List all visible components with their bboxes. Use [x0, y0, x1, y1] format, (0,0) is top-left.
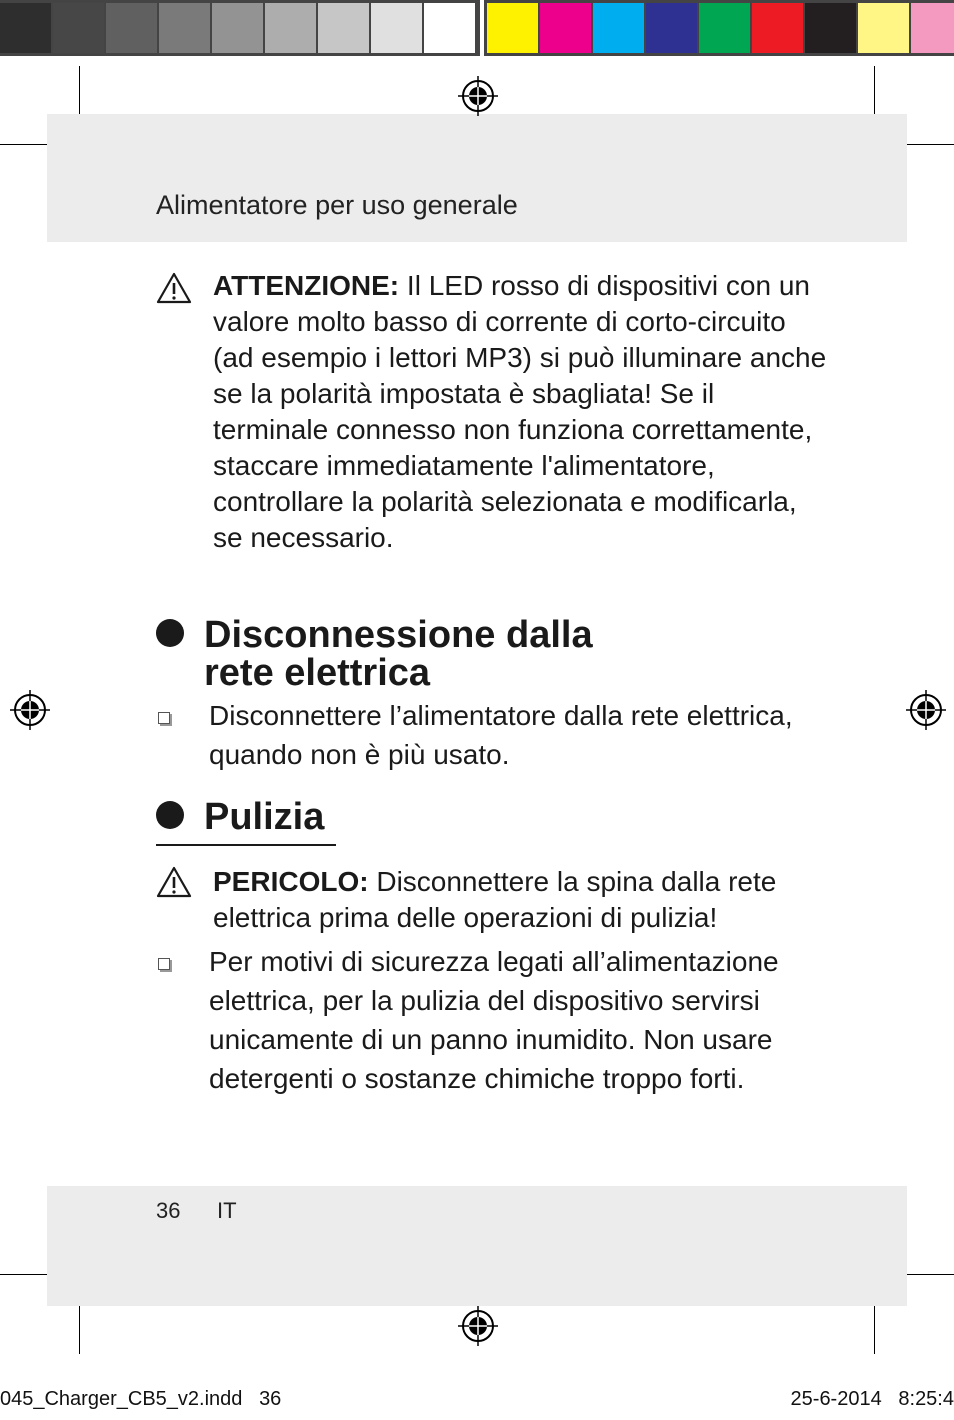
warning-triangle-icon — [156, 272, 192, 304]
registration-mark-icon — [906, 690, 946, 730]
gray-swatch — [0, 3, 53, 53]
language-code: IT — [217, 1198, 237, 1223]
heading-line: Pulizia — [204, 796, 325, 838]
color-swatch — [911, 3, 954, 53]
heading-line: Disconnessione dalla — [204, 614, 593, 656]
checkbox-bullet-icon — [158, 958, 170, 970]
gray-swatch — [318, 3, 371, 53]
heading-line: rete elettrica — [204, 652, 431, 694]
danger-paragraph — [213, 864, 813, 936]
color-swatch — [593, 3, 646, 53]
color-swatch — [752, 3, 805, 53]
bullet-text: Per motivi di sicurezza legati all’alimentazione elettrica, per la pulizia del dispositivo servirsi unicamente di un panno inumidito. Non usare detergenti o sostanze chimiche troppo forti. — [209, 946, 779, 1094]
page-header-title: Alimentatore per uso generale — [156, 190, 518, 220]
slug-datetime: 25-6-2014 8:25:4 — [790, 1388, 954, 1410]
color-swatch — [858, 3, 911, 53]
checkbox-bullet-icon — [158, 712, 170, 724]
heading-underline — [156, 844, 336, 846]
section-bullet-dot — [156, 801, 184, 829]
grayscale-calibration-bar — [0, 0, 480, 56]
gray-swatch — [212, 3, 265, 53]
crop-mark — [874, 1298, 875, 1354]
danger-label: PERICOLO: — [213, 866, 369, 897]
color-swatch — [540, 3, 593, 53]
color-swatch — [646, 3, 699, 53]
warning-label: ATTENZIONE: — [213, 270, 400, 301]
section-bullet-dot — [156, 619, 184, 647]
crop-mark — [79, 1298, 80, 1354]
gray-swatch — [106, 3, 159, 53]
page-number: 36 — [156, 1198, 181, 1223]
color-swatch — [805, 3, 858, 53]
color-swatch — [699, 3, 752, 53]
registration-mark-icon — [10, 690, 50, 730]
bullet-text: Disconnettere l’alimentatore dalla rete elettrica, quando non è più usato. — [209, 700, 793, 770]
warning-triangle-icon — [156, 866, 192, 898]
gray-swatch — [53, 3, 106, 53]
warning-paragraph — [213, 268, 833, 556]
section-heading-cleaning — [156, 798, 324, 836]
section-heading-disconnection — [156, 616, 593, 692]
gray-swatch — [159, 3, 212, 53]
registration-mark-icon — [458, 76, 498, 116]
gray-swatch — [371, 3, 424, 53]
danger-text: Disconnettere la spina dalla rete elettrica prima delle operazioni di pulizia! — [213, 866, 777, 933]
registration-mark-icon — [458, 1306, 498, 1346]
warning-text: Il LED rosso di dispositivi con un valore molto basso di corrente di corto-circuito (ad esempio i lettori MP3) si può illuminare anche se la polarità impostata è sbagliata! Se il terminale connesso non funziona correttamente, staccare immediatamente l'alimentatore, controllare la polarità selezionata e modificarla, se necessario. — [213, 270, 827, 553]
slug-filename: 045_Charger_CB5_v2.indd 36 — [0, 1388, 282, 1410]
gray-swatch — [265, 3, 318, 53]
color-swatch — [487, 3, 540, 53]
header-band — [47, 114, 907, 242]
color-calibration-bar — [484, 0, 954, 56]
gray-swatch — [424, 3, 477, 53]
